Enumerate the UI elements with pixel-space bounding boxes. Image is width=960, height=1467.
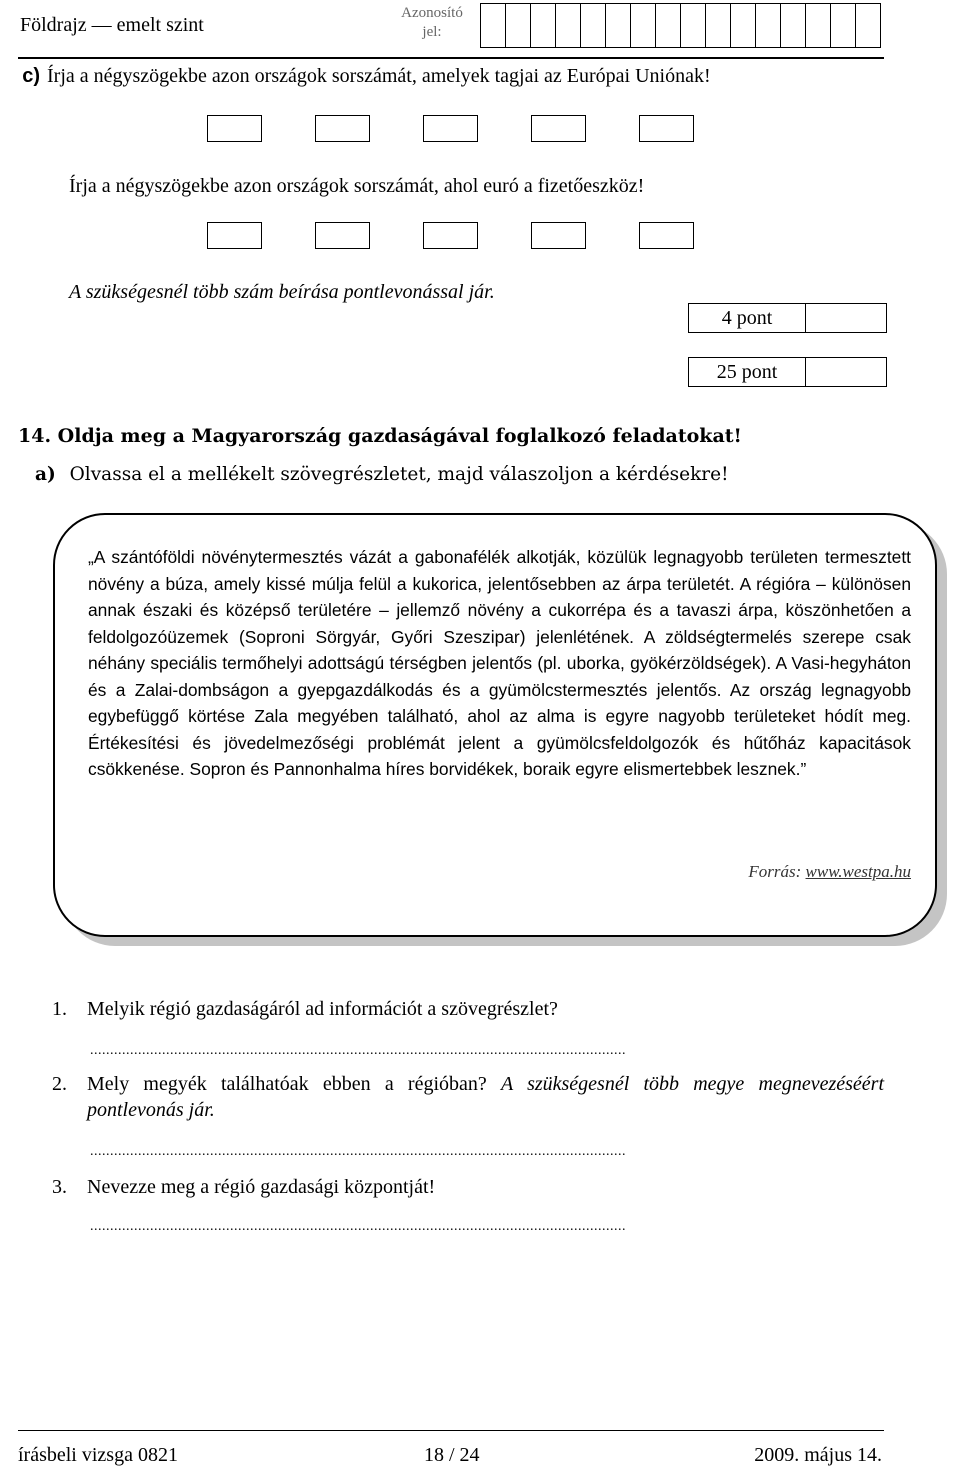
id-box[interactable] — [755, 4, 780, 47]
question-1 — [52, 996, 558, 1022]
id-box[interactable] — [855, 4, 880, 47]
exam-subject: Földrajz — emelt szint — [20, 14, 204, 36]
id-label — [392, 4, 472, 42]
footer-page-number: 18 / 24 — [424, 1444, 480, 1466]
id-box[interactable] — [505, 4, 530, 47]
task-c-instruction2: Írja a négyszögekbe azon országok sorszámát, ahol euró a fizetőeszköz! — [69, 175, 645, 197]
task-14a-line — [35, 463, 729, 487]
answer-square[interactable] — [423, 222, 478, 249]
footer-exam-code: írásbeli vizsga 0821 — [18, 1444, 178, 1466]
task-14a-label: a) — [35, 464, 56, 485]
question-points-label: 25 pont — [689, 358, 806, 386]
id-box[interactable] — [805, 4, 830, 47]
task-c-note: A szükségesnél több szám beírása pontlevonással jár. — [69, 281, 495, 303]
task-c-instruction: Írja a négyszögekbe azon országok sorszámát, amelyek tagjai az Európai Uniónak! — [47, 65, 711, 87]
answer-line-3[interactable]: ...................................................................................................................................... — [90, 1219, 626, 1234]
id-box[interactable] — [481, 4, 505, 47]
footer-date: 2009. május 14. — [754, 1444, 882, 1466]
id-box[interactable] — [605, 4, 630, 47]
task-14-title: 14. Oldja meg a Magyarország gazdaságával foglalkozó feladatokat! — [18, 425, 742, 447]
question-score-cell[interactable] — [806, 358, 886, 386]
question-1-number: 1. — [52, 998, 67, 1020]
id-box[interactable] — [530, 4, 555, 47]
answer-square[interactable] — [639, 115, 694, 142]
question-2-note: A szükségesnél több megye megnevezéséért pontlevonás jár. — [87, 1073, 885, 1121]
question-2-text: Mely megyék találhatóak ebben a régióban? — [87, 1073, 487, 1095]
question-1-text: Melyik régió gazdaságáról ad információt a szövegrészlet? — [87, 998, 558, 1020]
id-box[interactable] — [580, 4, 605, 47]
question-2 — [52, 1071, 884, 1123]
answer-square[interactable] — [207, 115, 262, 142]
id-box[interactable] — [680, 4, 705, 47]
id-box[interactable] — [655, 4, 680, 47]
answer-square[interactable] — [423, 115, 478, 142]
id-box[interactable] — [780, 4, 805, 47]
question-3-number: 3. — [52, 1176, 67, 1198]
answer-square[interactable] — [315, 115, 370, 142]
id-box[interactable] — [705, 4, 730, 47]
id-label-line2: jel: — [422, 24, 442, 40]
header-rule — [18, 57, 884, 59]
answer-square[interactable] — [207, 222, 262, 249]
task-14a-text: Olvassa el a mellékelt szövegrészletet, majd válaszoljon a kérdésekre! — [69, 464, 729, 485]
answer-square[interactable] — [315, 222, 370, 249]
question-score-box — [688, 357, 887, 387]
id-box[interactable] — [730, 4, 755, 47]
id-boxes — [480, 3, 881, 48]
source-prefix: Forrás: — [748, 862, 806, 881]
passage-text: „A szántóföldi növénytermesztés vázát a gabonafélék alkotják, közülük legnagyobb területen termesztett növény a búza, amely kissé múlja felül a kukorica, jelentősebben az árpa területét. A régióra – különösen annak északi és középső területére – jellemző növény a cukorrépa és a tavaszi árpa, köszönhetően a feldolgozóüzemek (Soproni Sörgyár, Győri Szeszipar) jelenlétének. A zöldségtermelés szerepe csak néhány speciális termőhelyi adottságú térségben jelentős (pl. uborka, gyökérzöldségek). A Vasi-hegyháton és a Zalai-dombságon a gyepgazdálkodás és a gyümölcstermesztés jelentős. Az ország legnagyobb egybefüggő körtése Zala megyében található, ahol az alma is egyre nagyobb területeket hódít meg. Értékesítési és jövedelmezőségi problémát jelent a gyümölcsfeldolgozók és hűtőház kapacitások csökkenése. Sopron és Pannonhalma híres borvidékek, boraik egyre elismertebbek lesznek.” — [88, 547, 911, 779]
question-3-text: Nevezze meg a régió gazdasági központját! — [87, 1176, 436, 1198]
question-2-number: 2. — [52, 1073, 67, 1095]
passage-source — [748, 862, 911, 882]
answer-square[interactable] — [531, 115, 586, 142]
answer-line-2[interactable]: ...................................................................................................................................... — [90, 1144, 626, 1159]
answer-square[interactable] — [639, 222, 694, 249]
id-box[interactable] — [830, 4, 855, 47]
question-3 — [52, 1174, 435, 1200]
answer-square[interactable] — [531, 222, 586, 249]
task-score-cell[interactable] — [806, 304, 886, 332]
task-c-line — [0, 64, 711, 88]
task-points-label: 4 pont — [689, 304, 806, 332]
task-score-box — [688, 303, 887, 333]
id-box[interactable] — [630, 4, 655, 47]
footer-rule — [18, 1430, 884, 1431]
id-box[interactable] — [555, 4, 580, 47]
id-label-line1: Azonosító — [401, 5, 463, 21]
answer-line-1[interactable]: ...................................................................................................................................... — [90, 1043, 626, 1058]
source-link[interactable]: www.westpa.hu — [805, 862, 911, 881]
task-c-label: c) — [22, 65, 40, 87]
